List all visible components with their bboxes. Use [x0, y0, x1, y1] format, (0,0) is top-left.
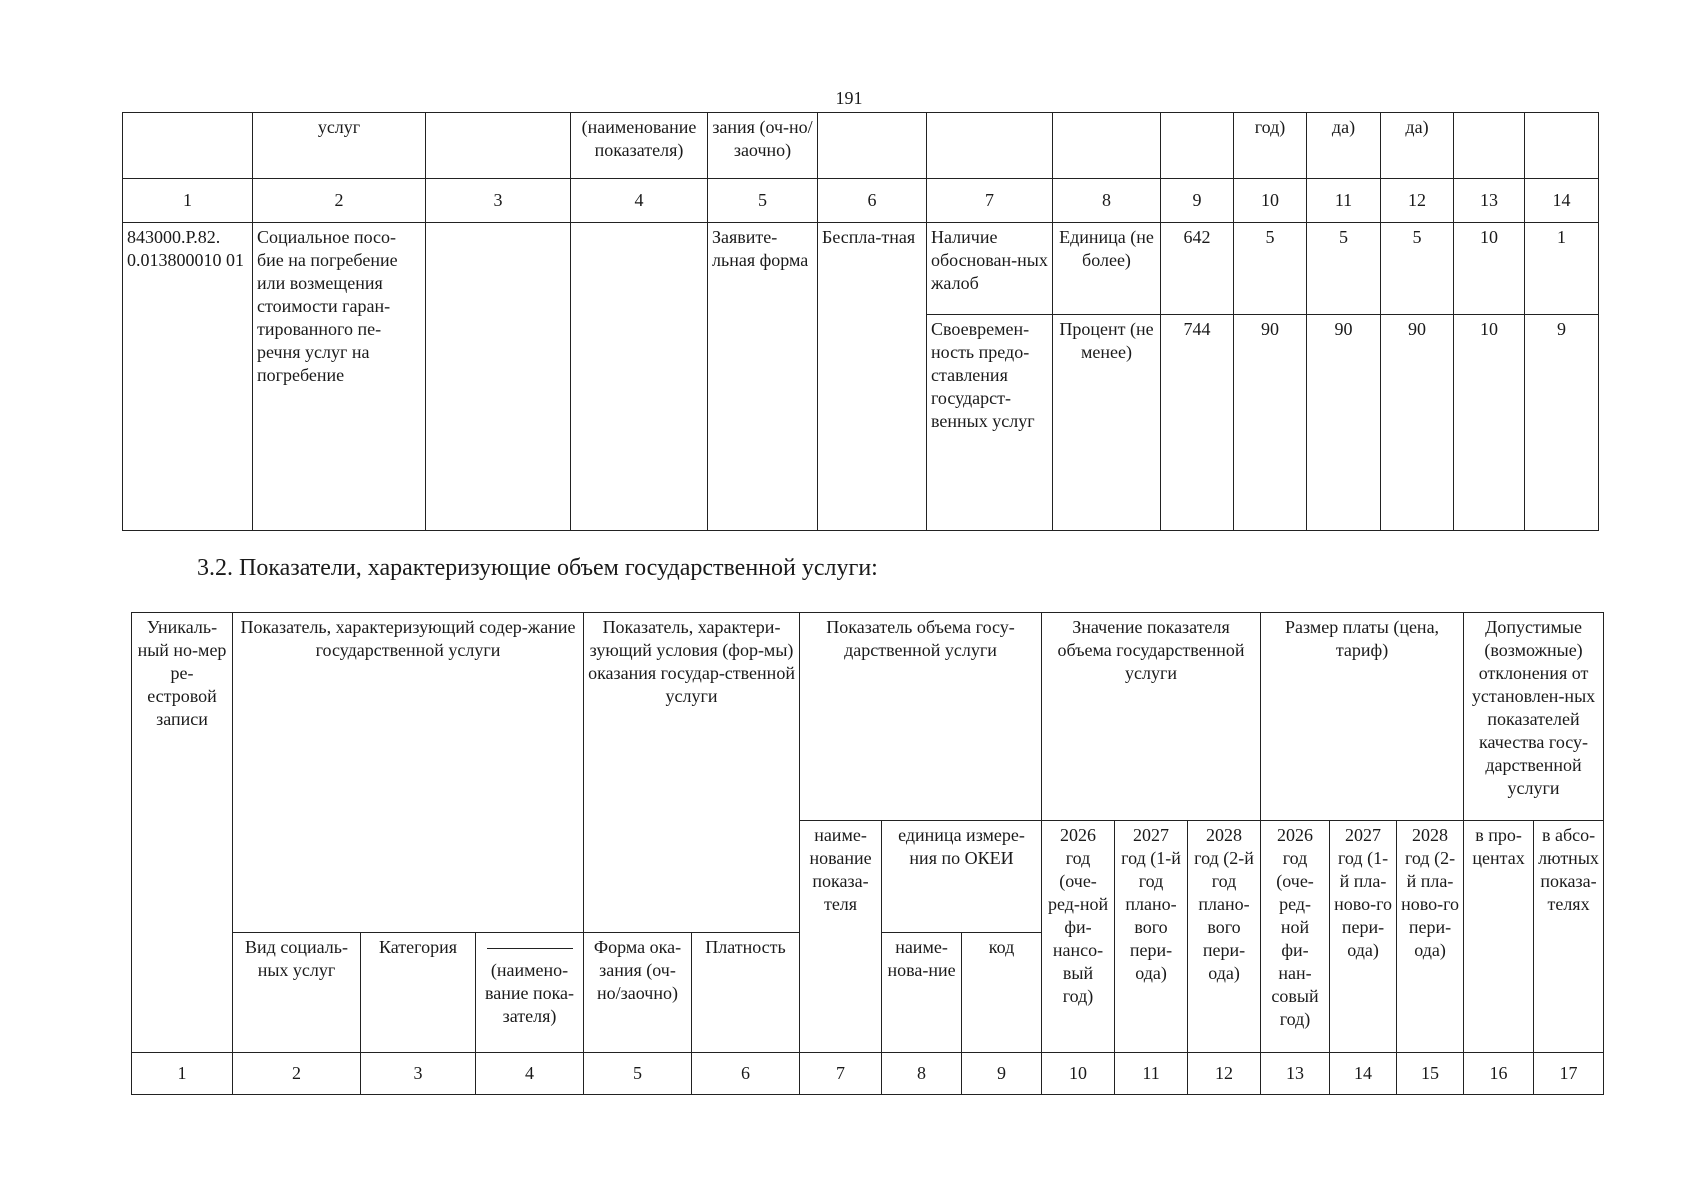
column-number: 16 [1464, 1053, 1534, 1095]
column-number: 9 [1161, 179, 1234, 223]
header-value-2026: 2026 год (оче-ред-ной фи-нансо-вый год) [1042, 821, 1115, 1053]
column-number: 12 [1381, 179, 1454, 223]
header-category: Категория [361, 933, 476, 1053]
header-cell [1053, 113, 1161, 179]
header-indicator-name-blank [476, 933, 584, 1053]
column-number: 17 [1534, 1053, 1604, 1095]
registry-code: 843000.Р.82. 0.013800010 01 [123, 223, 253, 531]
header-cell [1525, 113, 1599, 179]
column-number: 4 [571, 179, 708, 223]
column-number: 14 [1525, 179, 1599, 223]
column-number: 3 [426, 179, 571, 223]
header-cell [426, 113, 571, 179]
header-cell: услуг [253, 113, 426, 179]
column-number: 6 [692, 1053, 800, 1095]
deviation-percent: 10 [1454, 223, 1525, 315]
column-number: 1 [132, 1053, 233, 1095]
header-cell: (наименование показателя) [571, 113, 708, 179]
header-indicator-name-label: (наимено-вание пока-зателя) [484, 960, 575, 1026]
section-title: 3.2. Показатели, характеризующие объем государственной услуги: [197, 555, 878, 581]
header-value-2028: 2028 год (2-й год плано-вого пери-ода) [1188, 821, 1261, 1053]
header-cell [123, 113, 253, 179]
header-service-kind: Вид социаль-ных услуг [233, 933, 361, 1053]
indicator-unit: Процент (не менее) [1053, 315, 1161, 531]
deviation-absolute: 1 [1525, 223, 1599, 315]
header-cell: зания (оч-но/заочно) [708, 113, 818, 179]
header-cell: год) [1234, 113, 1307, 179]
quality-indicators-table [122, 112, 1599, 531]
service-name: Социальное посо-бие на погребение или возмещения стоимости гаран-тированного пе-речня услуг на погребение [253, 223, 426, 531]
header-cell [818, 113, 927, 179]
column-number: 13 [1261, 1053, 1330, 1095]
volume-indicators-table [131, 612, 1604, 1095]
column-number: 8 [1053, 179, 1161, 223]
header-cell [1161, 113, 1234, 179]
header-deviation-percent: в про-центах [1464, 821, 1534, 1053]
value-2028: 90 [1381, 315, 1454, 531]
column-number: 5 [584, 1053, 692, 1095]
column-number: 10 [1234, 179, 1307, 223]
header-cell [927, 113, 1053, 179]
column-number: 9 [962, 1053, 1042, 1095]
value-2027: 5 [1307, 223, 1381, 315]
column-number: 10 [1042, 1053, 1115, 1095]
column-number: 7 [800, 1053, 882, 1095]
header-fee: Размер платы (цена, тариф) [1261, 613, 1464, 821]
header-okei-name: наиме-нова-ние [882, 933, 962, 1053]
indicator-name: Своевремен-ность предо-ставления государст-венных услуг [927, 315, 1053, 531]
column-number: 13 [1454, 179, 1525, 223]
column-number: 7 [927, 179, 1053, 223]
deviation-absolute: 9 [1525, 315, 1599, 531]
column-number: 2 [233, 1053, 361, 1095]
column-number: 12 [1188, 1053, 1261, 1095]
header-cell: да) [1307, 113, 1381, 179]
column-number: 14 [1330, 1053, 1397, 1095]
deviation-percent: 10 [1454, 315, 1525, 531]
column-number: 3 [361, 1053, 476, 1095]
header-payment: Платность [692, 933, 800, 1053]
column-number-row [132, 1053, 1604, 1095]
column-number: 15 [1397, 1053, 1464, 1095]
header-conditions-indicator: Показатель, характери-зующий условия (фор-мы) оказания государ-ственной услуги [584, 613, 800, 933]
column-number: 11 [1115, 1053, 1188, 1095]
header-deviation-absolute: в абсо-лютных показа-телях [1534, 821, 1604, 1053]
page-number: 191 [835, 88, 863, 108]
indicator-code: 642 [1161, 223, 1234, 315]
header-cell: да) [1381, 113, 1454, 179]
empty-cell [571, 223, 708, 531]
value-2027: 90 [1307, 315, 1381, 531]
header-deviation: Допустимые (возможные) отклонения от установлен-ных показателей качества госу-дарственной услуги [1464, 613, 1604, 821]
column-number: 4 [476, 1053, 584, 1095]
header-content-indicator: Показатель, характеризующий содер-жание государственной услуги [233, 613, 584, 933]
header-service-form: Форма ока-зания (оч-но/заочно) [584, 933, 692, 1053]
column-number: 11 [1307, 179, 1381, 223]
header-row [132, 613, 1604, 821]
service-payment: Беспла-тная [818, 223, 927, 531]
header-okei-unit: единица измере-ния по ОКЕИ [882, 821, 1042, 933]
indicator-unit: Единица (не более) [1053, 223, 1161, 315]
indicator-code: 744 [1161, 315, 1234, 531]
header-fee-2026: 2026 год (оче-ред-ной фи-нан-совый год) [1261, 821, 1330, 1053]
header-indicator-name: наиме-нование показа-теля [800, 821, 882, 1053]
value-2026: 90 [1234, 315, 1307, 531]
column-number: 6 [818, 179, 927, 223]
blank-line [487, 948, 573, 949]
header-fragment-row [123, 113, 1599, 179]
header-unique-number: Уникаль-ный но-мер ре-естровой записи [132, 613, 233, 1053]
header-value-2027: 2027 год (1-й год плано-вого пери-ода) [1115, 821, 1188, 1053]
table-row [123, 223, 1599, 315]
indicator-name: Наличие обоснован-ных жалоб [927, 223, 1053, 315]
header-volume-indicator: Показатель объема госу-дарственной услуги [800, 613, 1042, 821]
column-number: 2 [253, 179, 426, 223]
empty-cell [426, 223, 571, 531]
header-volume-value: Значение показателя объема государственной услуги [1042, 613, 1261, 821]
header-cell [1454, 113, 1525, 179]
column-number-row [123, 179, 1599, 223]
value-2026: 5 [1234, 223, 1307, 315]
value-2028: 5 [1381, 223, 1454, 315]
service-form: Заявите-льная форма [708, 223, 818, 531]
header-fee-2027: 2027 год (1-й пла-ново-го пери-ода) [1330, 821, 1397, 1053]
header-okei-code: код [962, 933, 1042, 1053]
column-number: 5 [708, 179, 818, 223]
column-number: 1 [123, 179, 253, 223]
header-fee-2028: 2028 год (2-й пла-ново-го пери-ода) [1397, 821, 1464, 1053]
column-number: 8 [882, 1053, 962, 1095]
